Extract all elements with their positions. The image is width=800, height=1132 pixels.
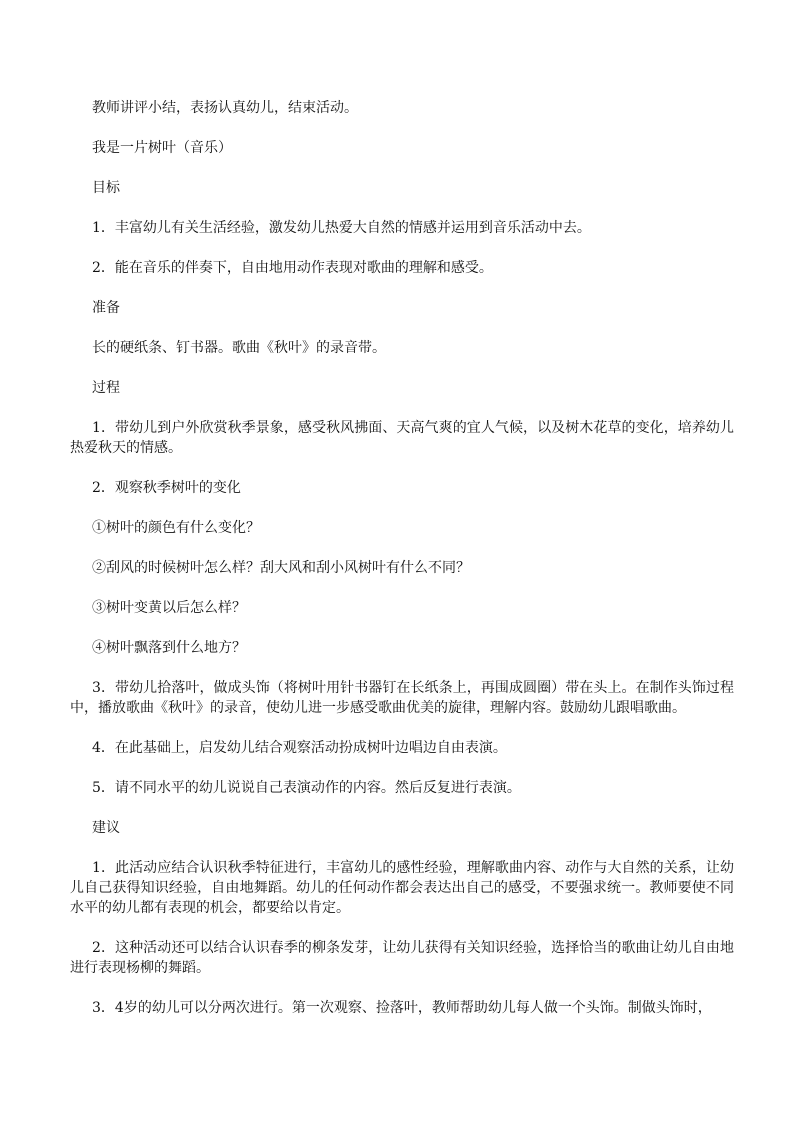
question-3: ③树叶变黄以后怎么样？ bbox=[92, 600, 246, 616]
question-2: ②刮风的时候树叶怎么样？刮大风和刮小风树叶有什么不同？ bbox=[92, 560, 470, 576]
section-heading-suggestions: 建议 bbox=[92, 820, 120, 836]
goal-item-1: 1．丰富幼儿有关生活经验，激发幼儿热爱大自然的情感并运用到音乐活动中去。 bbox=[92, 220, 591, 236]
process-step-4: 4．在此基础上，启发幼儿结合观察活动扮成树叶边唱边自由表演。 bbox=[92, 740, 507, 756]
process-step-2: 2．观察秋季树叶的变化 bbox=[92, 480, 241, 496]
suggestion-3: 3．4岁的幼儿可以分两次进行。第一次观察、捡落叶，教师帮助幼儿每人做一个头饰。制做头饰时， bbox=[92, 1000, 712, 1016]
section-heading-preparation: 准备 bbox=[92, 300, 120, 316]
preparation-text: 长的硬纸条、钉书器。歌曲《秋叶》的录音带。 bbox=[92, 340, 386, 356]
section-heading-goals: 目标 bbox=[92, 180, 120, 196]
question-1: ①树叶的颜色有什么变化？ bbox=[92, 520, 260, 536]
suggestion-1: 1．此活动应结合认识秋季特征进行，丰富幼儿的感性经验，理解歌曲内容、动作与大自然的关系，让幼儿自己获得知识经验，自由地舞蹈。幼儿的任何动作都会表达出自己的感受，不要强求统一。教师要使不同水平的幼儿都有表现的机会，都要给以肯定。 bbox=[70, 860, 734, 916]
closing-summary-paragraph: 教师讲评小结，表扬认真幼儿，结束活动。 bbox=[92, 100, 358, 116]
lesson-title: 我是一片树叶（音乐） bbox=[92, 140, 232, 156]
process-step-1: 1．带幼儿到户外欣赏秋季景象，感受秋风拂面、天高气爽的宜人气候，以及树木花草的变化，培养幼儿热爱秋天的情感。 bbox=[70, 420, 734, 456]
section-heading-process: 过程 bbox=[92, 380, 120, 396]
suggestion-2: 2．这种活动还可以结合认识春季的柳条发芽，让幼儿获得有关知识经验，选择恰当的歌曲让幼儿自由地进行表现杨柳的舞蹈。 bbox=[70, 940, 734, 976]
process-step-5: 5．请不同水平的幼儿说说自己表演动作的内容。然后反复进行表演。 bbox=[92, 780, 521, 796]
process-step-3: 3．带幼儿拾落叶，做成头饰（将树叶用针书器钉在长纸条上，再围成圆圈）带在头上。在制作头饰过程中，播放歌曲《秋叶》的录音，使幼儿进一步感受歌曲优美的旋律，理解内容。鼓励幼儿跟唱歌曲。 bbox=[70, 680, 734, 716]
question-4: ④树叶飘落到什么地方？ bbox=[92, 640, 246, 656]
document-page bbox=[70, 98, 734, 1038]
goal-item-2: 2．能在音乐的伴奏下，自由地用动作表现对歌曲的理解和感受。 bbox=[92, 260, 493, 276]
